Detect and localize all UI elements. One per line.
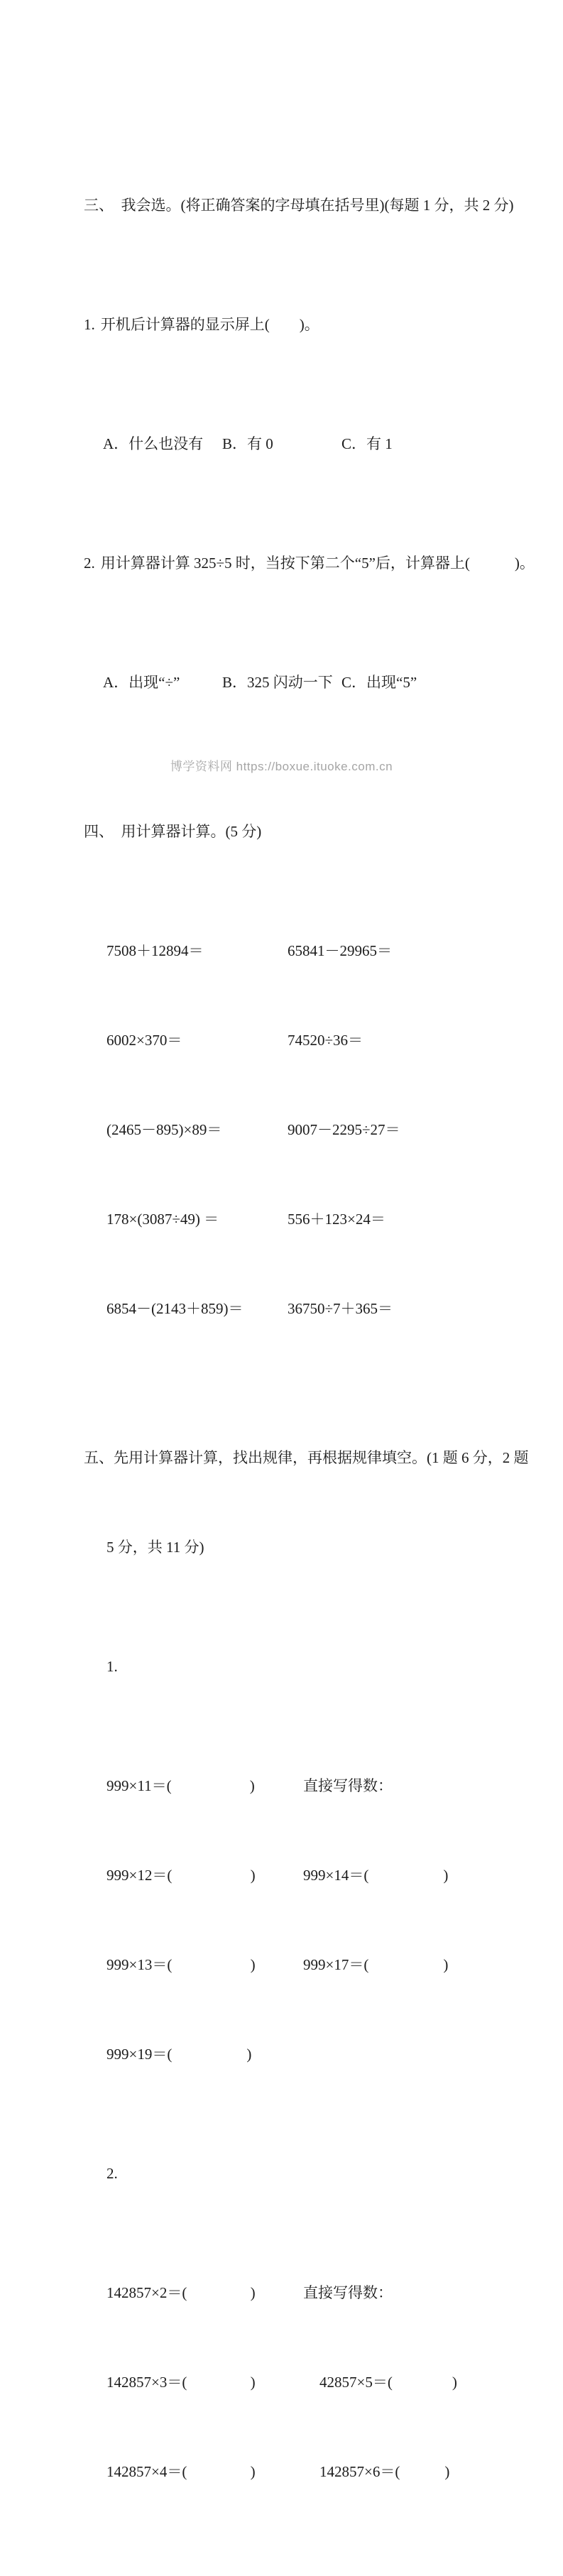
equation-left: 6002×370＝ bbox=[106, 1032, 182, 1049]
question-1-option-c: C．有 1 bbox=[341, 435, 393, 452]
equation-left: 178×(3087÷49) ＝ bbox=[106, 1211, 219, 1228]
equation-right: 9007－2295÷27＝ bbox=[288, 1121, 400, 1138]
fill-in-expression: 142857×2＝( ) bbox=[106, 2284, 256, 2301]
section3-heading: 三、 我会选。(将正确答案的字母填在括号里)(每题 1 分，共 2 分) bbox=[84, 197, 514, 214]
part1-row-4 bbox=[106, 2039, 535, 2069]
equation-right: 556＋123×24＝ bbox=[288, 1211, 386, 1228]
question-1-option-a: A．什么也没有 bbox=[103, 435, 204, 452]
section5-part2-label: 2. bbox=[106, 2165, 118, 2182]
section3-question-2 bbox=[84, 548, 535, 578]
equation-right: 74520÷36＝ bbox=[288, 1032, 364, 1049]
equation-right: 36750÷7＋365＝ bbox=[288, 1300, 393, 1317]
part2-row-3 bbox=[106, 2457, 535, 2487]
question-1-text: 开机后计算器的显示屏上( )。 bbox=[100, 316, 319, 333]
question-2-option-c: C．出现“5” bbox=[341, 674, 417, 691]
question-2-option-b: B．325 闪动一下 bbox=[222, 674, 333, 691]
fill-in-expression: 42857×5＝( ) bbox=[319, 2374, 457, 2391]
footer-watermark: 博学资料网 https://boxue.ituoke.com.cn bbox=[170, 760, 393, 773]
fill-in-expression: 999×12＝( ) bbox=[106, 1867, 256, 1884]
direct-answer-label: 直接写得数： bbox=[303, 1777, 393, 1794]
fill-in-expression: 999×11＝( ) bbox=[106, 1777, 255, 1794]
section3-question-1 bbox=[84, 310, 535, 339]
equation-row-3 bbox=[106, 1115, 535, 1145]
section4-heading: 四、 用计算器计算。(5 分) bbox=[84, 823, 262, 840]
question-2-option-a: A．出现“÷” bbox=[103, 674, 180, 691]
question-1-number: 1. bbox=[84, 316, 95, 333]
fill-in-expression: 999×19＝( ) bbox=[106, 2046, 252, 2063]
part1-row-1 bbox=[106, 1771, 535, 1801]
equation-row-5 bbox=[106, 1294, 535, 1324]
worksheet-content bbox=[84, 71, 535, 2576]
equation-row-1 bbox=[106, 936, 535, 966]
section5-part1-label: 1. bbox=[106, 1658, 118, 1675]
equation-row-4 bbox=[106, 1204, 535, 1234]
direct-answer-label: 直接写得数： bbox=[303, 2284, 393, 2301]
section5-heading-line2: 5 分，共 11 分) bbox=[106, 1539, 204, 1556]
fill-in-expression: 999×17＝( ) bbox=[303, 1956, 449, 1973]
equation-left: 7508＋12894＝ bbox=[106, 942, 204, 959]
fill-in-expression: 142857×6＝( ) bbox=[319, 2463, 450, 2480]
part2-row-2 bbox=[106, 2367, 535, 2397]
section5-heading-line1: 五、先用计算器计算，找出规律，再根据规律填空。(1 题 6 分，2 题 bbox=[84, 1449, 529, 1466]
part1-row-2 bbox=[106, 1860, 535, 1890]
question-2-number: 2. bbox=[84, 555, 95, 572]
question-1-option-b: B．有 0 bbox=[222, 435, 273, 452]
question-1-options bbox=[103, 429, 535, 459]
equation-left: 6854－(2143＋859)＝ bbox=[106, 1300, 244, 1317]
fill-in-expression: 142857×3＝( ) bbox=[106, 2374, 256, 2391]
question-2-text: 用计算器计算 325÷5 时，当按下第二个“5”后，计算器上( )。 bbox=[100, 555, 535, 572]
fill-in-expression: 999×14＝( ) bbox=[303, 1867, 449, 1884]
question-2-options bbox=[103, 667, 535, 697]
part2-row-1 bbox=[106, 2278, 535, 2308]
equation-left: (2465－895)×89＝ bbox=[106, 1121, 222, 1138]
fill-in-expression: 142857×4＝( ) bbox=[106, 2463, 256, 2480]
equation-row-2 bbox=[106, 1025, 535, 1055]
fill-in-expression: 999×13＝( ) bbox=[106, 1956, 256, 1973]
equation-right: 65841－29965＝ bbox=[288, 942, 392, 959]
part1-row-3 bbox=[106, 1950, 535, 1980]
